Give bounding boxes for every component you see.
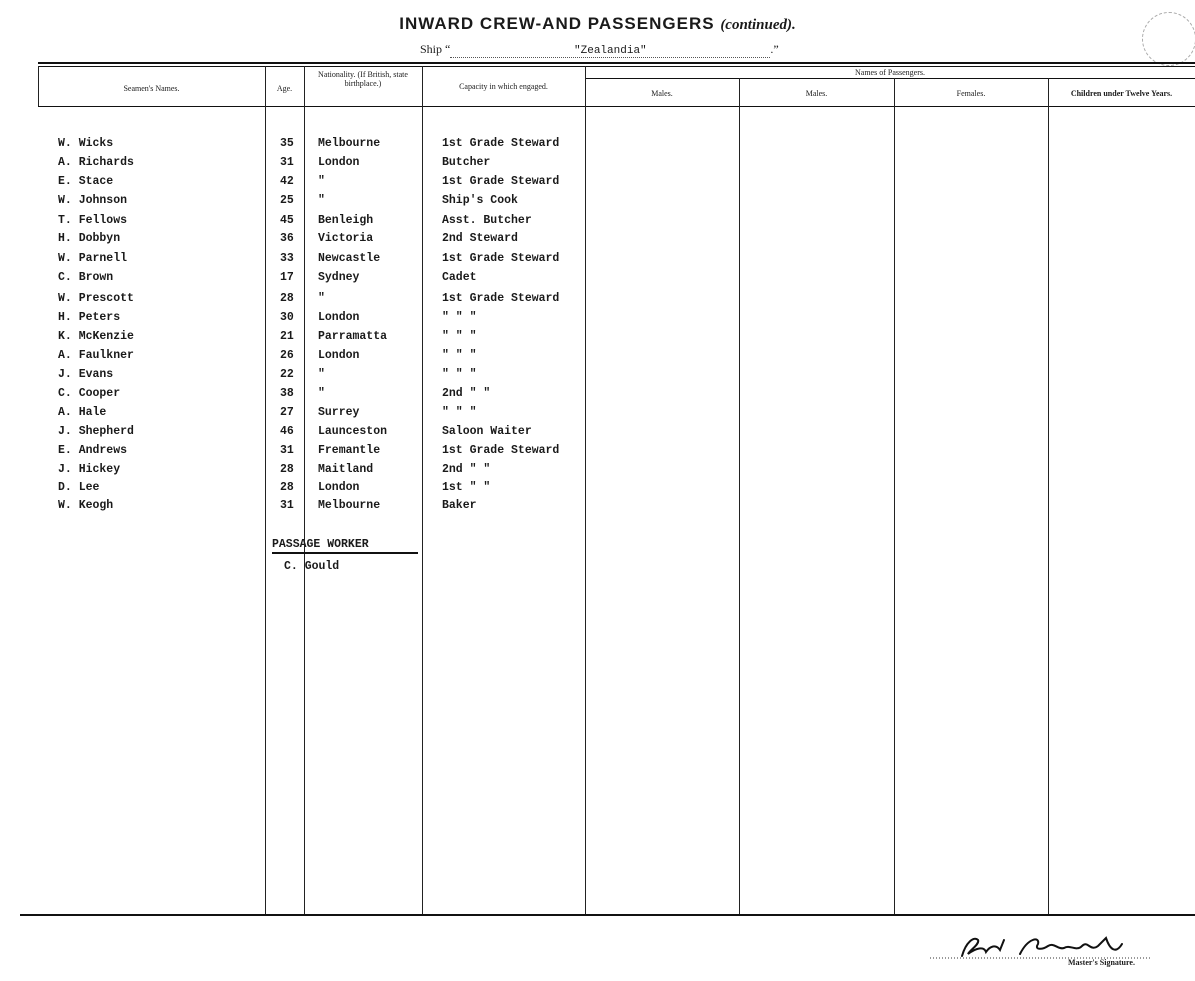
- crew-nationality: Maitland: [318, 463, 374, 476]
- crew-name: A. Hale: [58, 406, 107, 419]
- table-row: [0, 271, 600, 290]
- crew-age: 17: [280, 271, 294, 284]
- crew-name: W. Prescott: [58, 292, 134, 305]
- crew-name: W. Keogh: [58, 499, 114, 512]
- crew-nationality: Melbourne: [318, 499, 381, 512]
- crew-capacity: " " ": [442, 349, 477, 362]
- crew-capacity: 2nd " ": [442, 387, 491, 400]
- col-divider-males-2: [739, 78, 740, 914]
- passage-worker-name: C. Gould: [284, 560, 340, 573]
- ship-line: Ship “ "Zealandia" .”: [420, 42, 779, 57]
- col-divider-females: [894, 78, 895, 914]
- crew-name: C. Brown: [58, 271, 114, 284]
- crew-age: 38: [280, 387, 294, 400]
- crew-age: 31: [280, 499, 294, 512]
- crew-name: A. Richards: [58, 156, 134, 169]
- header-nationality: Nationality. (If British, state birthplace.): [318, 70, 408, 88]
- table-row: [0, 175, 600, 194]
- passage-worker-heading: PASSAGE WORKER: [272, 538, 418, 554]
- crew-nationality: Sydney: [318, 271, 360, 284]
- crew-nationality: London: [318, 349, 360, 362]
- bottom-rule: [20, 914, 1195, 916]
- crew-name: E. Stace: [58, 175, 114, 188]
- office-stamp-icon: [1142, 12, 1195, 66]
- crew-capacity: 2nd Steward: [442, 232, 518, 245]
- crew-age: 21: [280, 330, 294, 343]
- table-row: [0, 463, 600, 482]
- crew-age: 31: [280, 444, 294, 457]
- crew-capacity: 1st Grade Steward: [442, 175, 560, 188]
- table-row: [0, 137, 600, 156]
- crew-name: H. Peters: [58, 311, 121, 324]
- crew-name: W. Parnell: [58, 252, 128, 265]
- crew-nationality: Benleigh: [318, 214, 374, 227]
- crew-age: 27: [280, 406, 294, 419]
- header-females: Females.: [956, 89, 986, 98]
- crew-nationality: Surrey: [318, 406, 360, 419]
- crew-age: 45: [280, 214, 294, 227]
- crew-age: 28: [280, 463, 294, 476]
- crew-name: W. Johnson: [58, 194, 128, 207]
- crew-age: 25: [280, 194, 294, 207]
- table-row: [0, 292, 600, 311]
- table-row: [0, 406, 600, 425]
- crew-name: A. Faulkner: [58, 349, 134, 362]
- crew-name: J. Shepherd: [58, 425, 134, 438]
- table-row: [0, 232, 600, 251]
- header-top-rule: [38, 66, 1195, 67]
- handwritten-signature-icon: [930, 928, 1160, 962]
- crew-age: 30: [280, 311, 294, 324]
- crew-name: C. Cooper: [58, 387, 121, 400]
- crew-capacity: Baker: [442, 499, 477, 512]
- crew-nationality: London: [318, 311, 360, 324]
- table-row: [0, 387, 600, 406]
- crew-nationality: Launceston: [318, 425, 388, 438]
- crew-name: J. Evans: [58, 368, 114, 381]
- passenger-subheader-rule: [585, 78, 1195, 79]
- table-row: [0, 425, 600, 444]
- crew-age: 22: [280, 368, 294, 381]
- crew-capacity: " " ": [442, 368, 477, 381]
- header-males-2: Males.: [805, 89, 828, 98]
- crew-name: T. Fellows: [58, 214, 128, 227]
- crew-age: 35: [280, 137, 294, 150]
- crew-nationality: Parramatta: [318, 330, 388, 343]
- signature-label: Master's Signature.: [1068, 958, 1135, 967]
- crew-name: K. McKenzie: [58, 330, 134, 343]
- header-males-1: Males.: [651, 89, 673, 98]
- table-row: [0, 368, 600, 387]
- crew-capacity: Ship's Cook: [442, 194, 518, 207]
- crew-nationality: London: [318, 156, 360, 169]
- crew-nationality: ": [318, 387, 325, 400]
- crew-capacity: Butcher: [442, 156, 491, 169]
- crew-age: 28: [280, 481, 294, 494]
- top-rule: [38, 62, 1195, 64]
- crew-name: W. Wicks: [58, 137, 114, 150]
- header-seamens-names: Seamen's Names.: [123, 84, 180, 93]
- table-row: [0, 311, 600, 330]
- crew-capacity: 2nd " ": [442, 463, 491, 476]
- crew-capacity: 1st Grade Steward: [442, 444, 560, 457]
- crew-capacity: " " ": [442, 311, 477, 324]
- crew-name: J. Hickey: [58, 463, 121, 476]
- table-row: [0, 499, 600, 518]
- crew-age: 26: [280, 349, 294, 362]
- crew-capacity: " " ": [442, 406, 477, 419]
- table-row: [0, 214, 600, 233]
- crew-nationality: Newcastle: [318, 252, 381, 265]
- table-row: [0, 330, 600, 349]
- crew-age: 33: [280, 252, 294, 265]
- crew-nationality: Fremantle: [318, 444, 381, 457]
- ship-label: Ship: [420, 42, 443, 56]
- crew-name: D. Lee: [58, 481, 100, 494]
- ship-name: "Zealandia": [450, 45, 770, 58]
- table-row: [0, 349, 600, 368]
- crew-capacity: 1st Grade Steward: [442, 137, 560, 150]
- table-row: [0, 156, 600, 175]
- table-row: [0, 194, 600, 213]
- crew-nationality: ": [318, 292, 325, 305]
- header-bottom-rule: [38, 106, 1195, 107]
- crew-nationality: ": [318, 175, 325, 188]
- crew-name: H. Dobbyn: [58, 232, 121, 245]
- crew-capacity: 1st " ": [442, 481, 491, 494]
- crew-nationality: Melbourne: [318, 137, 381, 150]
- crew-capacity: Cadet: [442, 271, 477, 284]
- col-divider-children: [1048, 78, 1049, 914]
- table-row: [0, 444, 600, 463]
- crew-nationality: London: [318, 481, 360, 494]
- crew-age: 42: [280, 175, 294, 188]
- header-children: Children under Twelve Years.: [1070, 89, 1173, 98]
- header-names-of-passengers: Names of Passengers.: [855, 68, 925, 77]
- crew-capacity: " " ": [442, 330, 477, 343]
- header-capacity: Capacity in which engaged.: [459, 82, 548, 91]
- table-row: [0, 252, 600, 271]
- crew-nationality: ": [318, 194, 325, 207]
- header-age: Age.: [276, 84, 293, 93]
- crew-age: 31: [280, 156, 294, 169]
- crew-age: 46: [280, 425, 294, 438]
- crew-capacity: 1st Grade Steward: [442, 252, 560, 265]
- crew-age: 28: [280, 292, 294, 305]
- crew-nationality: ": [318, 368, 325, 381]
- crew-nationality: Victoria: [318, 232, 374, 245]
- table-row: [0, 481, 600, 500]
- crew-capacity: Asst. Butcher: [442, 214, 532, 227]
- title-text: INWARD CREW-AND PASSENGERS: [399, 14, 715, 33]
- crew-capacity: Saloon Waiter: [442, 425, 532, 438]
- crew-age: 36: [280, 232, 294, 245]
- crew-name: E. Andrews: [58, 444, 128, 457]
- crew-capacity: 1st Grade Steward: [442, 292, 560, 305]
- page-title: [0, 14, 1195, 34]
- title-suffix: (continued).: [720, 17, 796, 33]
